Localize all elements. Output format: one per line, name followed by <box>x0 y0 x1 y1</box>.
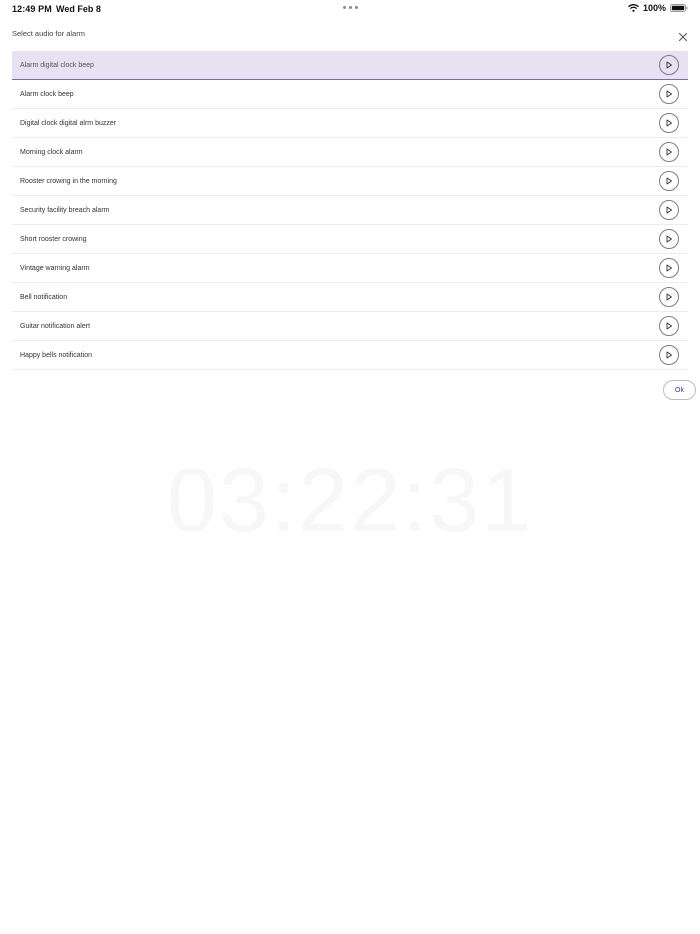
play-icon <box>665 293 673 301</box>
play-icon <box>665 148 673 156</box>
list-item[interactable] <box>12 254 688 283</box>
play-button[interactable] <box>659 316 679 336</box>
play-button[interactable] <box>659 345 679 365</box>
multitasking-dots-icon[interactable] <box>343 6 358 9</box>
play-button[interactable] <box>659 229 679 249</box>
play-button[interactable] <box>659 287 679 307</box>
list-item[interactable] <box>12 109 688 138</box>
list-item[interactable] <box>12 167 688 196</box>
status-time: 12:49 PM <box>12 4 52 14</box>
battery-percent: 100% <box>642 3 666 13</box>
play-icon <box>665 90 673 98</box>
status-indicators <box>628 3 688 13</box>
list-item-label: Digital clock digital alrm buzzer <box>20 119 117 127</box>
list-item[interactable] <box>12 312 688 341</box>
play-button[interactable] <box>659 171 679 191</box>
list-item[interactable] <box>12 138 688 167</box>
battery-icon <box>670 4 688 12</box>
play-button[interactable] <box>659 200 679 220</box>
list-item-label: Alarm digital clock beep <box>20 61 94 69</box>
list-item-label: Bell notification <box>20 293 68 301</box>
close-button[interactable] <box>676 30 690 44</box>
list-item-label: Morning clock alarm <box>20 148 83 156</box>
list-item[interactable] <box>12 341 688 370</box>
list-item[interactable] <box>12 283 688 312</box>
list-item[interactable] <box>12 51 688 80</box>
list-item-label: Security facility breach alarm <box>20 206 110 214</box>
list-item[interactable] <box>12 80 688 109</box>
list-item[interactable] <box>12 225 688 254</box>
play-icon <box>665 119 673 127</box>
play-icon <box>665 264 673 272</box>
list-item-label: Rooster crowing in the morning <box>20 177 117 185</box>
list-item-label: Happy bells notification <box>20 351 92 359</box>
play-button[interactable] <box>659 84 679 104</box>
list-item-label: Short rooster crowing <box>20 235 87 243</box>
play-button[interactable] <box>659 113 679 133</box>
audio-list <box>12 51 688 370</box>
status-bar <box>0 0 700 18</box>
dialog-title: Select audio for alarm <box>12 29 85 38</box>
play-button[interactable] <box>659 142 679 162</box>
ok-button[interactable]: Ok <box>663 380 696 400</box>
play-icon <box>665 235 673 243</box>
close-icon <box>676 30 690 44</box>
list-item-label: Alarm clock beep <box>20 90 74 98</box>
wifi-icon <box>628 4 639 12</box>
play-icon <box>665 206 673 214</box>
play-button[interactable] <box>659 55 679 75</box>
play-icon <box>665 61 673 69</box>
list-item-label: Vintage warning alarm <box>20 264 90 272</box>
play-button[interactable] <box>659 258 679 278</box>
list-item[interactable] <box>12 196 688 225</box>
background-clock: 03:22:31 <box>166 451 534 551</box>
play-icon <box>665 351 673 359</box>
status-date: Wed Feb 8 <box>56 4 101 14</box>
play-icon <box>665 322 673 330</box>
list-item-label: Guitar notification alert <box>20 322 91 330</box>
play-icon <box>665 177 673 185</box>
